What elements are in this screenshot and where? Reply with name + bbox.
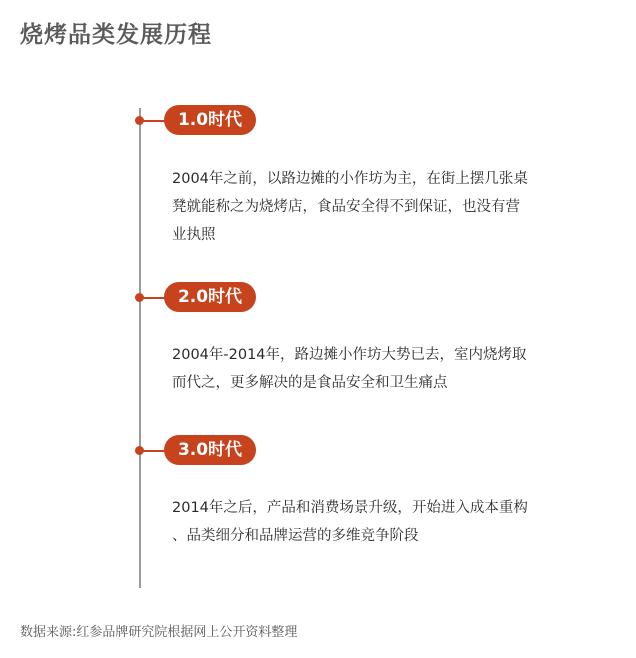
era-badge-2: 2.0时代 bbox=[164, 282, 256, 312]
era-1-line-3: 业执照 bbox=[172, 227, 216, 243]
era-description-3 bbox=[172, 494, 572, 550]
data-source-note: 数据来源:红参品牌研究院根据网上公开资料整理 bbox=[20, 625, 298, 640]
era-badge-1: 1.0时代 bbox=[164, 105, 256, 135]
era-1-line-1: 2004年之前，以路边摊的小作坊为主，在街上摆几张桌 bbox=[172, 171, 528, 187]
era-2-line-2: 而代之，更多解决的是食品安全和卫生痛点 bbox=[172, 375, 448, 391]
era-3-line-2: 、品类细分和品牌运营的多维竞争阶段 bbox=[172, 528, 419, 544]
era-badge-3: 3.0时代 bbox=[164, 435, 256, 465]
era-description-2 bbox=[172, 341, 572, 397]
era-2-line-1: 2004年-2014年，路边摊小作坊大势已去，室内烧烤取 bbox=[172, 347, 527, 363]
timeline-axis bbox=[139, 108, 141, 588]
page-title: 烧烤品类发展历程 bbox=[20, 22, 212, 48]
era-description-1 bbox=[172, 165, 572, 249]
era-3-line-1: 2014年之后，产品和消费场景升级，开始进入成本重构 bbox=[172, 500, 528, 516]
era-1-line-2: 凳就能称之为烧烤店，食品安全得不到保证，也没有营 bbox=[172, 199, 520, 215]
